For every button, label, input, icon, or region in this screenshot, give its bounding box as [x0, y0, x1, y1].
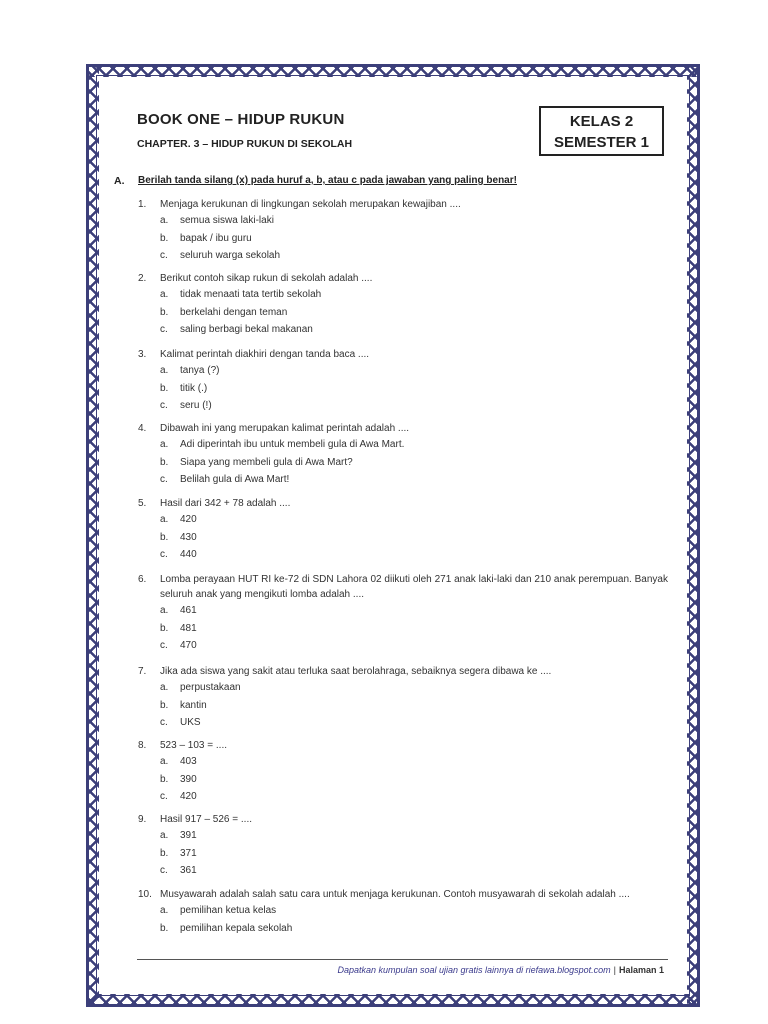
option-letter: a.: [160, 365, 169, 376]
option-text: 371: [180, 847, 197, 859]
border-pattern-bottom: [89, 994, 697, 1004]
option-letter: b.: [160, 531, 169, 543]
question-number: 5.: [138, 498, 147, 509]
answer-option[interactable]: [160, 546, 668, 564]
question-item: [138, 664, 668, 732]
question-text: Berikut contoh sikap rukun di sekolah adalah ....: [160, 273, 373, 284]
option-text: Siapa yang membeli gula di Awa Mart?: [180, 456, 353, 468]
question-text: Musyawarah adalah salah satu cara untuk menjaga kerukunan. Contoh musyawarah di sekolah adalah ....: [160, 889, 630, 900]
class-label: KELAS 2: [569, 113, 634, 130]
option-letter: a.: [160, 682, 169, 693]
answer-option[interactable]: [160, 529, 668, 547]
option-letter: c.: [160, 549, 168, 560]
question-item: [138, 572, 668, 655]
option-letter: a.: [160, 439, 169, 450]
option-letter: a.: [160, 215, 169, 226]
answer-option[interactable]: [160, 362, 668, 380]
question-item: [138, 347, 668, 415]
page-number: Halaman 1: [618, 965, 664, 975]
option-letter: a.: [160, 830, 169, 841]
semester-label: SEMESTER 1: [553, 134, 650, 151]
answer-option[interactable]: [160, 902, 668, 920]
question-text: Kalimat perintah diakhiri dengan tanda baca ....: [160, 349, 370, 360]
answer-option[interactable]: [160, 788, 668, 806]
option-letter: c.: [160, 400, 168, 411]
option-letter: a.: [160, 605, 169, 616]
option-letter: c.: [160, 474, 168, 485]
option-letter: a.: [160, 289, 169, 300]
option-letter: b.: [160, 622, 169, 634]
option-text: saling berbagi bekal makanan: [180, 324, 313, 335]
footer-note: Dapatkan kumpulan soal ujian gratis lainnya di riefawa.blogspot.com: [337, 965, 611, 975]
answer-option[interactable]: [160, 845, 668, 863]
question-text: Hasil 917 – 526 = ....: [160, 814, 253, 825]
question-item: [138, 738, 668, 806]
question-number: 1.: [138, 199, 147, 210]
answer-option[interactable]: [160, 753, 668, 771]
class-box: [539, 106, 664, 156]
option-letter: a.: [160, 514, 169, 525]
answer-option[interactable]: [160, 471, 668, 489]
option-letter: c.: [160, 250, 168, 261]
answer-option[interactable]: [160, 212, 668, 230]
option-letter: b.: [160, 699, 169, 711]
option-text: 420: [180, 514, 197, 525]
option-text: tanya (?): [180, 365, 220, 376]
option-letter: a.: [160, 756, 169, 767]
option-text: 440: [180, 549, 197, 560]
question-number: 9.: [138, 814, 147, 825]
option-text: 481: [180, 622, 197, 634]
answer-option[interactable]: [160, 397, 668, 415]
option-letter: b.: [160, 306, 169, 318]
question-number: 4.: [138, 423, 147, 434]
option-text: pemilihan ketua kelas: [180, 905, 277, 916]
option-text: seru (!): [180, 400, 212, 411]
option-letter: a.: [160, 905, 169, 916]
question-number: 6.: [138, 574, 147, 585]
question-text: Hasil dari 342 + 78 adalah ....: [160, 498, 291, 509]
option-letter: b.: [160, 382, 169, 394]
answer-option[interactable]: [160, 602, 668, 620]
question-number: 7.: [138, 666, 147, 677]
question-item: [138, 271, 668, 339]
answer-option[interactable]: [160, 454, 668, 472]
book-title: BOOK ONE – HIDUP RUKUN: [137, 111, 345, 128]
section-letter: A.: [114, 175, 125, 187]
answer-option[interactable]: [160, 862, 668, 880]
option-text: 461: [180, 605, 197, 616]
option-text: 430: [180, 531, 197, 543]
option-text: 403: [180, 756, 197, 767]
footer: [337, 965, 664, 975]
option-text: berkelahi dengan teman: [180, 306, 288, 318]
option-text: 391: [180, 830, 197, 841]
option-text: UKS: [180, 717, 201, 728]
option-text: Belilah gula di Awa Mart!: [180, 474, 290, 485]
option-letter: b.: [160, 922, 169, 934]
option-text: Adi diperintah ibu untuk membeli gula di Awa Mart.: [180, 439, 405, 450]
answer-option[interactable]: [160, 436, 668, 454]
answer-option[interactable]: [160, 286, 668, 304]
option-text: 470: [180, 640, 197, 651]
answer-option[interactable]: [160, 697, 668, 715]
option-text: semua siswa laki-laki: [180, 215, 274, 226]
answer-option[interactable]: [160, 511, 668, 529]
question-number: 8.: [138, 740, 147, 751]
option-letter: c.: [160, 324, 168, 335]
question-item: [138, 887, 668, 937]
option-letter: b.: [160, 232, 169, 244]
answer-option[interactable]: [160, 920, 668, 938]
answer-option[interactable]: [160, 230, 668, 248]
answer-option[interactable]: [160, 714, 668, 732]
border-pattern-top: [89, 67, 697, 77]
option-letter: b.: [160, 456, 169, 468]
answer-option[interactable]: [160, 637, 668, 655]
answer-option[interactable]: [160, 679, 668, 697]
question-text: Lomba perayaan HUT RI ke-72 di SDN Lahora 02 diikuti oleh 271 anak laki-laki dan 210 anak perempuan. Banyak seluruh anak yang mengikuti lomba adalah ....: [160, 574, 668, 600]
question-text: Dibawah ini yang merupakan kalimat perintah adalah ....: [160, 423, 410, 434]
section-instruction: Berilah tanda silang (x) pada huruf a, b, atau c pada jawaban yang paling benar!: [138, 175, 517, 186]
option-text: 420: [180, 791, 197, 802]
option-text: bapak / ibu guru: [180, 232, 252, 244]
border-pattern-left: [89, 67, 99, 1004]
option-letter: c.: [160, 865, 168, 876]
question-item: [138, 496, 668, 564]
footer-divider: [137, 959, 668, 960]
option-text: perpustakaan: [180, 682, 241, 693]
option-text: tidak menaati tata tertib sekolah: [180, 289, 322, 300]
answer-option[interactable]: [160, 304, 668, 322]
chapter-title: CHAPTER. 3 – HIDUP RUKUN DI SEKOLAH: [137, 138, 353, 150]
option-text: titik (.): [180, 382, 208, 394]
answer-option[interactable]: [160, 620, 668, 638]
option-text: kantin: [180, 699, 207, 711]
question-number: 10.: [138, 889, 152, 900]
option-text: 361: [180, 865, 197, 876]
option-letter: b.: [160, 773, 169, 785]
question-text: 523 – 103 = ....: [160, 740, 227, 751]
question-item: [138, 197, 668, 265]
option-letter: c.: [160, 791, 168, 802]
answer-option[interactable]: [160, 247, 668, 265]
question-text: Menjaga kerukunan di lingkungan sekolah merupakan kewajiban ....: [160, 199, 461, 210]
question-text: Jika ada siswa yang sakit atau terluka saat berolahraga, sebaiknya segera dibawa ke ....: [160, 666, 552, 677]
border-pattern-right: [687, 67, 697, 1004]
question-item: [138, 812, 668, 880]
option-letter: b.: [160, 847, 169, 859]
question-number: 3.: [138, 349, 147, 360]
question-item: [138, 421, 668, 489]
option-text: pemilihan kepala sekolah: [180, 922, 293, 934]
footer-separator: |: [613, 965, 616, 975]
question-number: 2.: [138, 273, 147, 284]
option-text: 390: [180, 773, 197, 785]
answer-option[interactable]: [160, 827, 668, 845]
option-letter: c.: [160, 717, 168, 728]
answer-option[interactable]: [160, 380, 668, 398]
answer-option[interactable]: [160, 321, 668, 339]
answer-option[interactable]: [160, 771, 668, 789]
option-letter: c.: [160, 640, 168, 651]
option-text: seluruh warga sekolah: [180, 250, 281, 261]
